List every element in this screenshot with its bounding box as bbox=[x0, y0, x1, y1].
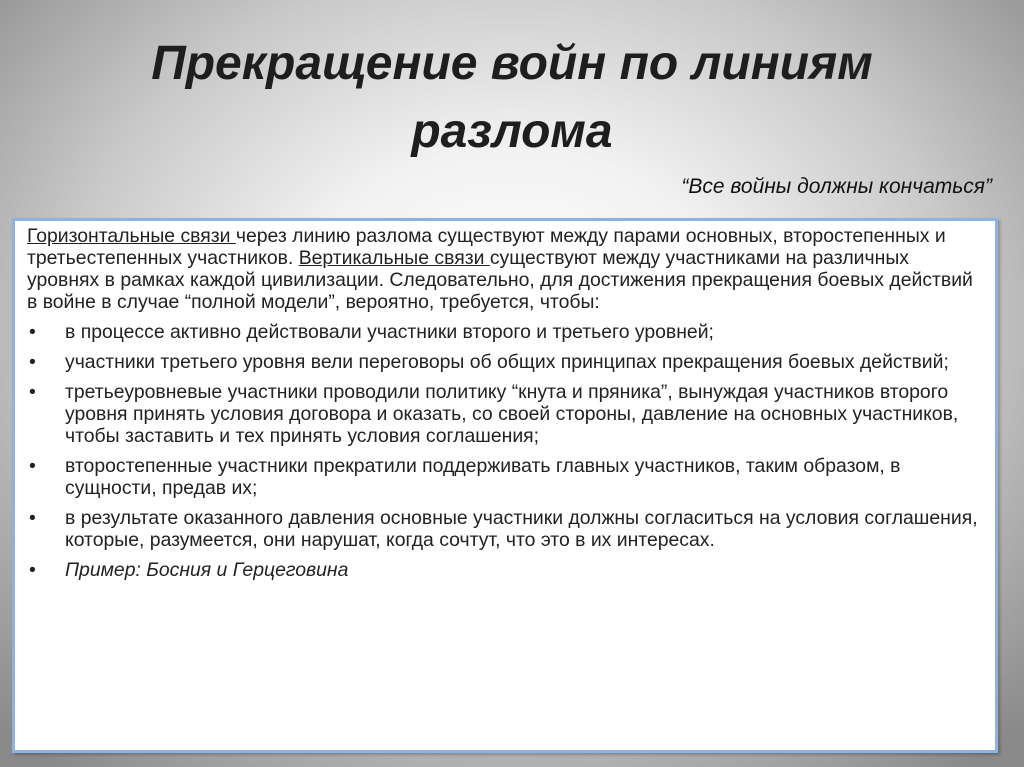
term-vertical-links: Вертикальные связи bbox=[298, 247, 490, 269]
bullet-marker: • bbox=[29, 559, 36, 581]
example-text: Пример: Босния и Герцеговина bbox=[65, 559, 349, 581]
bullet-marker: • bbox=[29, 351, 36, 373]
term-horizontal-links: Горизонтальные связи bbox=[27, 225, 236, 247]
list-item bbox=[27, 351, 981, 373]
list-item bbox=[27, 321, 981, 343]
slide-title bbox=[60, 30, 964, 166]
title-line-1: Прекращение войн по линиям bbox=[151, 37, 873, 90]
list-item-text: в процессе активно действовали участники второго и третьего уровней; bbox=[65, 321, 714, 343]
epigraph-quote: “Все войны должны кончаться” bbox=[681, 175, 992, 198]
list-item bbox=[27, 381, 981, 447]
bullet-marker: • bbox=[29, 507, 36, 529]
intro-text-2: существуют между участниками на различных уровнях в рамках каждой цивилизации. Следовательно, для достижения прекращения боевых действий в войне в случае “полной модели”, вероятно, требуется, чтобы: bbox=[27, 247, 973, 313]
list-item-text: в результате оказанного давления основные участники должны согласиться на условия соглашения, которые, разумеется, они нарушат, когда сочтут, что это в их интересах. bbox=[65, 507, 978, 551]
list-item-example bbox=[27, 559, 981, 581]
content-box bbox=[12, 218, 998, 753]
list-item bbox=[27, 507, 981, 551]
list-item-text: участники третьего уровня вели переговоры об общих принципах прекращения боевых действий; bbox=[65, 351, 949, 373]
bullet-marker: • bbox=[29, 455, 36, 477]
conditions-list bbox=[27, 321, 981, 581]
list-item-text: третьеуровневые участники проводили политику “кнута и пряника”, вынуждая участников второго уровня принять условия договора и оказать, со своей стороны, давление на основных участников, чтобы заставить и тех принять условия соглашения; bbox=[65, 381, 959, 447]
intro-text-1: через линию разлома существуют между парами основных, второстепенных и третьестепенных участников. bbox=[27, 225, 946, 269]
bullet-marker: • bbox=[29, 321, 36, 343]
intro-paragraph bbox=[27, 225, 981, 313]
list-item-text: второстепенные участники прекратили поддерживать главных участников, таким образом, в сущности, предав их; bbox=[65, 455, 901, 499]
title-line-2: разлома bbox=[411, 105, 613, 158]
list-item bbox=[27, 455, 981, 499]
bullet-marker: • bbox=[29, 381, 36, 403]
